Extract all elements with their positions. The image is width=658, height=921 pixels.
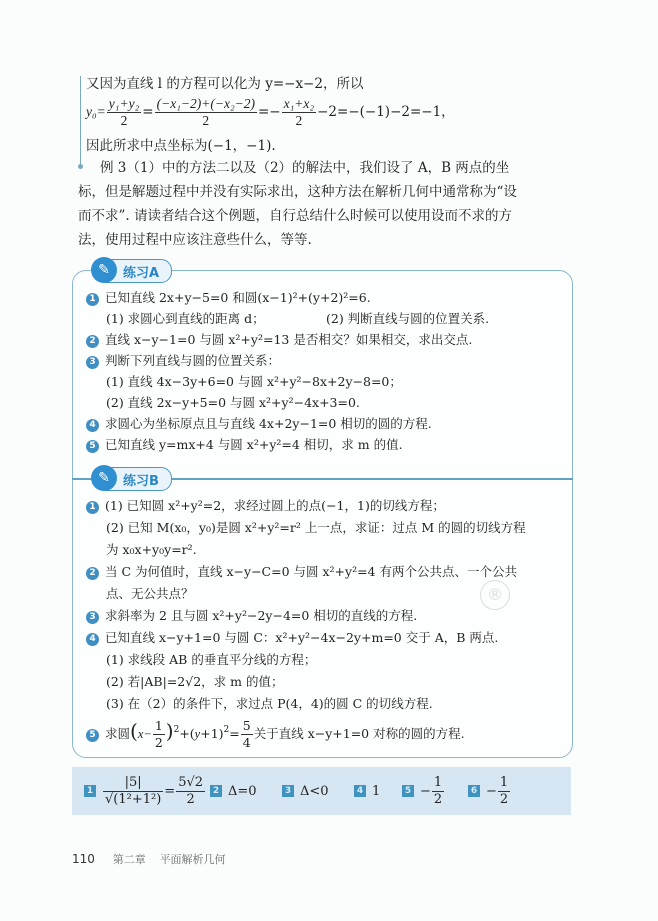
answer-2: 2 Δ=0	[210, 767, 257, 815]
practice-a-item-1-sub: (1) 求圆心到直线的距离 d； (2) 判断直线与圆的位置关系.	[106, 311, 490, 326]
practice-a-item-4: 4 求圆心为坐标原点且与直线 4x+2y−1=0 相切的圆的方程.	[86, 414, 432, 434]
eq-lhs: y₀=	[86, 104, 106, 119]
continuation-equation: y₀= $\frac{\text{y₁+y₂}}{2}$ = $\frac{\text{(−x₁−2)+(−x₂−2)}}{2}$ =− $\frac{\text{x₁+x₂}}{2}$ −2=−(−1)−2=−1，	[86, 96, 455, 128]
practice-a-item-2: 2 直线 x−y−1=0 与圆 x²+y²=13 是否相交？如果相交，求出交点.	[86, 330, 472, 350]
number-badge-5: 5	[86, 440, 99, 453]
registered-watermark-icon: ®	[480, 580, 510, 610]
answer-3: 3 Δ<0	[282, 767, 329, 815]
number-badge-1: 1	[86, 293, 99, 306]
answer-5: 5 − $\frac{1}{2}$	[402, 767, 445, 815]
margin-rule	[80, 76, 81, 166]
practice-a-item-3-sub-2: (2) 直线 2x−y+5=0 与圆 x²+y²−4x+3=0.	[106, 395, 360, 410]
fraction: $\frac{1}{2}$	[433, 774, 443, 807]
practice-a-badge: ✎ 练习A	[96, 259, 172, 283]
page-number: 110	[72, 852, 95, 866]
answer-strip	[72, 767, 571, 815]
answer-4: 4 1	[354, 767, 380, 815]
number-badge-1: 1	[86, 501, 99, 514]
practice-a-item-3-sub-1: (1) 直线 4x−3y+6=0 与圆 x²+y²−8x+2y−8=0；	[106, 374, 402, 389]
fraction: $\frac{\text{y₁+y₂}}{2}$	[108, 96, 140, 128]
practice-b-item-2: 2 当 C 为何值时，直线 x−y−C=0 与圆 x²+y²=4 有两个公共点、一个公共	[86, 562, 517, 582]
fraction: $\frac{1}{2}$	[154, 718, 163, 750]
page-footer	[72, 851, 226, 867]
number-badge-3: 3	[86, 611, 99, 624]
practice-b-item-2-cont: 点、无公共点？	[106, 586, 194, 601]
number-badge-5: 5	[86, 729, 99, 742]
practice-b-item-3: 3 求斜率为 2 且与圆 x²+y²−2y−4=0 相切的直线的方程.	[86, 606, 417, 626]
practice-b-item-1-sub-2-cont: 为 x₀x+y₀y=r².	[106, 542, 197, 557]
practice-b-item-1: 1 (1) 已知圆 x²+y²=2，求经过圆上的点(−1，1)的切线方程；	[86, 496, 445, 516]
number-badge-2: 2	[86, 567, 99, 580]
paragraph-line-1: 例 3（1）中的方法二以及（2）的解法中，我们设了 A，B 两点的坐	[100, 160, 510, 176]
practice-b-item-4-sub-2: (2) 若|AB|=2√2，求 m 的值；	[106, 674, 284, 689]
pencil-check-icon: ✎	[91, 257, 117, 283]
practice-a-item-5: 5 已知直线 y=mx+4 与圆 x²+y²=4 相切，求 m 的值.	[86, 435, 403, 455]
practice-a-item-3: 3 判断下列直线与圆的位置关系：	[86, 351, 280, 371]
continuation-line-3: 因此所求中点坐标为(−1，−1).	[86, 138, 276, 154]
practice-b-badge: ✎ 练习B	[96, 467, 172, 491]
number-badge-3: 3	[86, 356, 99, 369]
paragraph-line-2: 标，但是解题过程中并没有实际求出，这种方法在解析几何中通常称为“设	[78, 184, 517, 200]
practice-b-item-1-sub-2: (2) 已知 M(x₀，y₀)是圆 x²+y²=r² 上一点，求证：过点 M 的圆的切线方程	[106, 520, 526, 535]
number-badge-4: 4	[86, 419, 99, 432]
practice-a-item-1: 1 已知直线 2x+y−5=0 和圆(x−1)²+(y+2)²=6.	[86, 288, 371, 308]
continuation-line-1: 又因为直线 l 的方程可以化为 y=−x−2，所以	[86, 76, 364, 92]
fraction: $\frac{\text{(−x₁−2)+(−x₂−2)}}{2}$	[156, 96, 255, 128]
practice-b-item-4-sub-3: (3) 在（2）的条件下，求过点 P(4，4)的圆 C 的切线方程.	[106, 696, 433, 711]
chapter-title: 平面解析几何	[159, 853, 226, 866]
practice-b-item-5: 5 求圆(x− $\frac{1}{2}$ )$^2+(y+1)^2=$ $\frac{5}{4}$ 关于直线 x−y+1=0 对称的圆的方程.	[86, 714, 465, 751]
fraction: $\frac{\text{x₁+x₂}}{2}$	[283, 96, 315, 128]
chapter-label: 第二章	[112, 853, 146, 866]
margin-rule-end	[78, 164, 83, 169]
number-badge-2: 2	[86, 335, 99, 348]
paragraph-line-4: 法，使用过程中应该注意些什么，等等.	[78, 232, 312, 248]
fraction: $\frac{5√2}{2}$	[178, 774, 204, 807]
paragraph-line-3: 而不求”. 请读者结合这个例题，自行总结什么时候可以使用设而不求的方	[78, 208, 512, 224]
answer-6: 6 − $\frac{1}{2}$	[468, 767, 511, 815]
practice-b-item-4: 4 已知直线 x−y+1=0 与圆 C：x²+y²−4x−2y+m=0 交于 A，B 两点.	[86, 628, 498, 648]
pencil-check-icon: ✎	[91, 465, 117, 491]
practice-b-item-4-sub-1: (1) 求线段 AB 的垂直平分线的方程；	[106, 652, 317, 667]
answer-1: 1 $\frac{|5|}{\text{√(1²+1²)}}$ = $\frac{5√2}{2}$	[84, 767, 206, 815]
fraction: $\frac{1}{2}$	[499, 774, 509, 807]
number-badge-4: 4	[86, 633, 99, 646]
fraction: $\frac{5}{4}$	[242, 718, 251, 750]
fraction: $\frac{|5|}{\text{√(1²+1²)}}$	[105, 774, 162, 807]
